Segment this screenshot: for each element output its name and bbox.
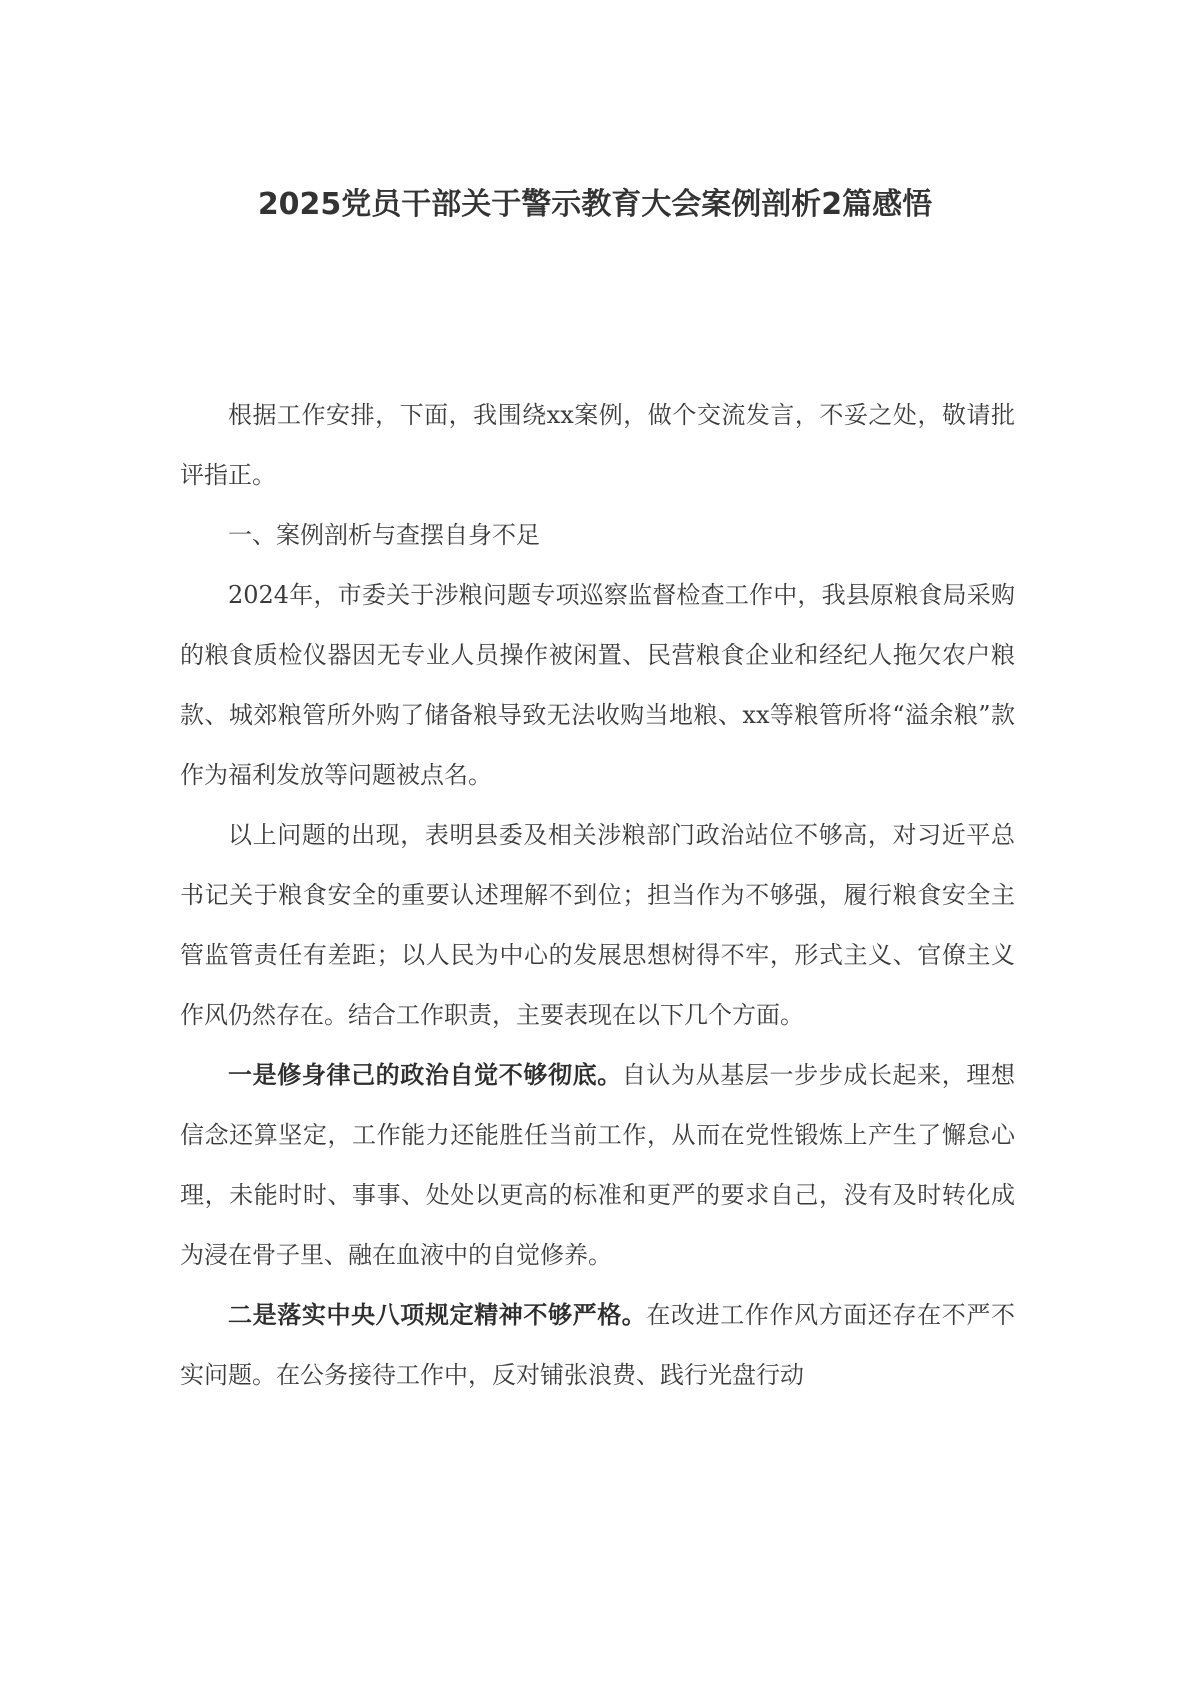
- point-two-paragraph: [180, 1285, 1015, 1405]
- section-heading: 一、案例剖析与查摆自身不足: [228, 521, 540, 549]
- document-title: 2025党员干部关于警示教育大会案例剖析2篇感悟: [257, 187, 933, 222]
- case-paragraph: 2024年，市委关于涉粮问题专项巡察监督检查工作中，我县原粮食局采购的粮食质检仪器因无专业人员操作被闲置、民营粮食企业和经纪人拖欠农户粮款、城郊粮管所外购了储备粮导致无法收购当地粮、xx等粮管所将“溢余粮”款作为福利发放等问题被点名。: [180, 581, 1015, 789]
- point-one-lead: 一是修身律己的政治自觉不够彻底。: [228, 1061, 622, 1089]
- point-two-body: 在改进工作作风方面还存在不严不实问题。在公务接待工作中，反对铺张浪费、践行光盘行动: [180, 1301, 1016, 1389]
- point-one-paragraph: [180, 1045, 1015, 1285]
- document-body: [180, 385, 1015, 1405]
- analysis-paragraph: 以上问题的出现，表明县委及相关涉粮部门政治站位不够高，对习近平总书记关于粮食安全的重要认述理解不到位；担当作为不够强，履行粮食安全主管监管责任有差距；以人民为中心的发展思想树得不牢，形式主义、官僚主义作风仍然存在。结合工作职责，主要表现在以下几个方面。: [180, 821, 1015, 1029]
- intro-paragraph: 根据工作安排，下面，我围绕xx案例，做个交流发言，不妥之处，敬请批评指正。: [180, 401, 1015, 489]
- point-one-body: 自认为从基层一步步成长起来，理想信念还算坚定，工作能力还能胜任当前工作，从而在党性锻炼上产生了懈怠心理，未能时时、事事、处处以更高的标准和更严的要求自己，没有及时转化成为浸在骨子里、融在血液中的自觉修养。: [180, 1061, 1016, 1269]
- point-two-lead: 二是落实中央八项规定精神不够严格。: [228, 1301, 647, 1329]
